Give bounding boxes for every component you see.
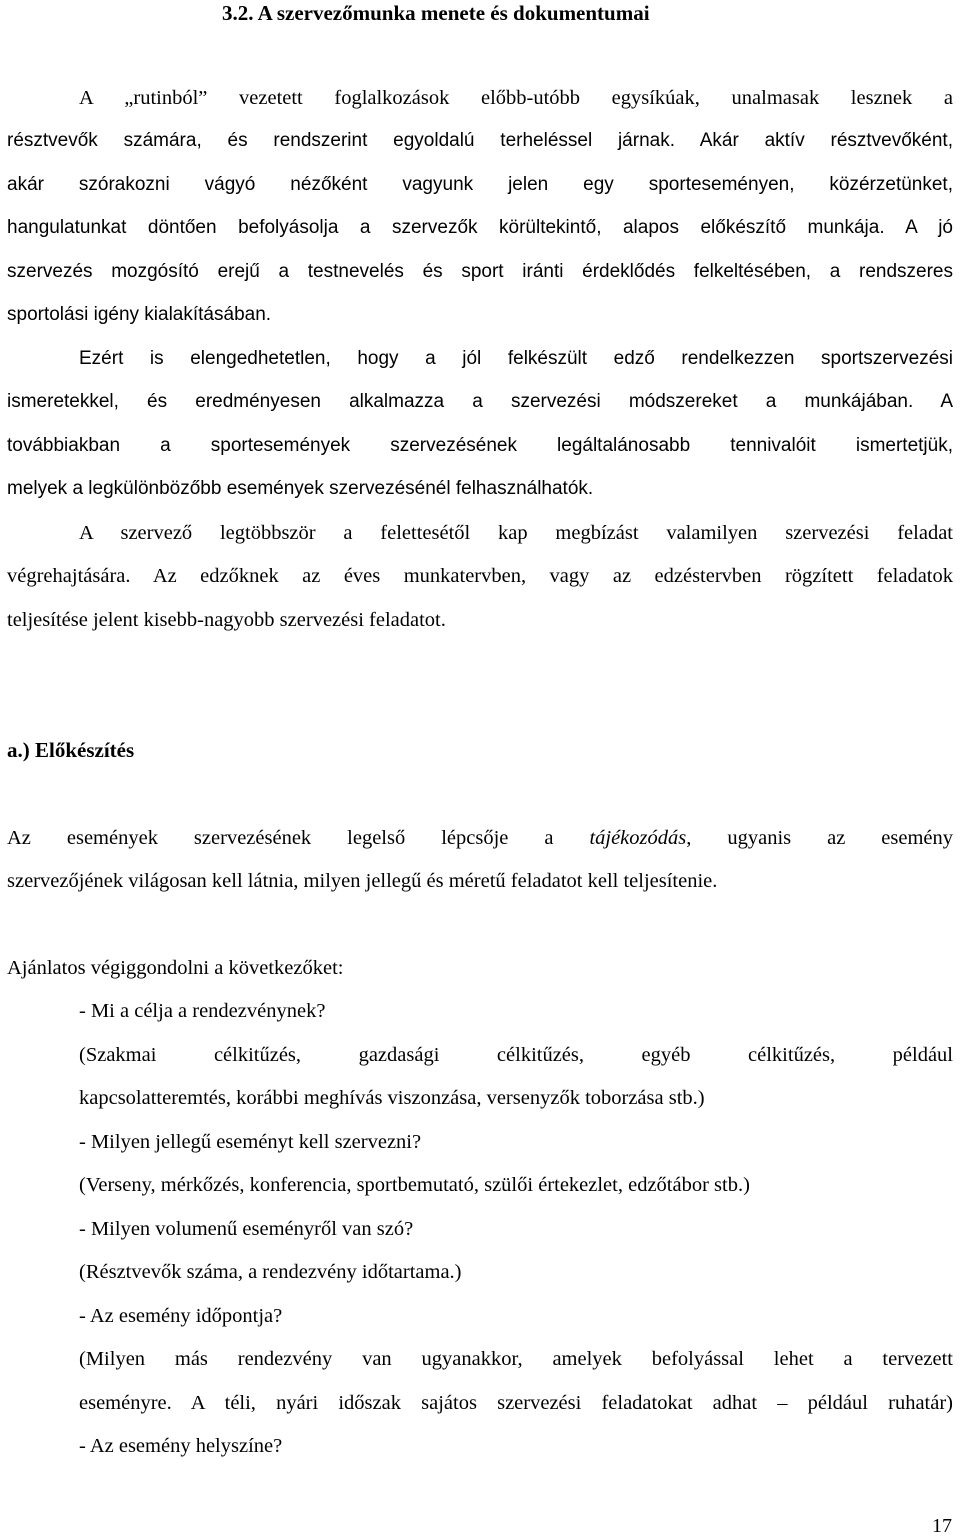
list-item-note: (Szakmai célkitűzés, gazdasági célkitűzés, egyéb célkitűzés, például — [79, 1044, 953, 1066]
page-number: 17 — [932, 1515, 952, 1537]
text-line: ismeretekkel, és eredményesen alkalmazza a szervezési módszereket a munkájában. A — [7, 391, 953, 412]
list-item-note: (Résztvevők száma, a rendezvény időtartama.) — [79, 1261, 462, 1283]
text-line: akár szórakozni vágyó nézőként vagyunk jelen egy sporteseményen, közérzetünket, — [7, 174, 953, 195]
text-line: Ezért is elengedhetetlen, hogy a jól felkészült edző rendelkezzen sportszervezési — [79, 348, 953, 369]
text-line: melyek a legkülönbözőbb események szervezésénél felhasználhatók. — [7, 478, 594, 499]
text-line: szervezőjének világosan kell látnia, milyen jellegű és méretű feladatot kell teljesítenie. — [7, 870, 718, 892]
text-line: hangulatunkat döntően befolyásolja a szervezők körültekintő, alapos előkészítő munkája. A jó — [7, 217, 953, 238]
text-fragment: Az események szervezésének legelső lépcsője a — [7, 827, 590, 849]
text-line: A szervező legtöbbször a felettesétől kap megbízást valamilyen szervezési feladat — [79, 522, 953, 544]
list-intro: Ajánlatos végiggondolni a következőket: — [7, 957, 344, 979]
section-title: 3.2. A szervezőmunka menete és dokumentumai — [222, 1, 650, 25]
list-item-note: kapcsolatteremtés, korábbi meghívás viszonzása, versenyzők toborzása stb.) — [79, 1087, 705, 1109]
emphasis-term: tájékozódás — [589, 827, 687, 849]
list-item-note: eseményre. A téli, nyári időszak sajátos szervezési feladatokat adhat – például ruhatár) — [79, 1392, 953, 1414]
list-item: - Az esemény helyszíne? — [79, 1435, 283, 1457]
list-item: - Milyen jellegű eseményt kell szervezni? — [79, 1131, 422, 1153]
list-item: - Az esemény időpontja? — [79, 1305, 283, 1327]
list-item-note: (Verseny, mérkőzés, konferencia, sportbemutató, szülői értekezlet, edzőtábor stb.) — [79, 1174, 750, 1196]
text-line: résztvevők számára, és rendszerint egyoldalú terheléssel járnak. Akár aktív résztvevőként, — [7, 130, 953, 151]
text-line — [7, 825, 953, 851]
text-fragment: , ugyanis az esemény — [686, 827, 953, 849]
text-line: végrehajtására. Az edzőknek az éves munkatervben, vagy az edzéstervben rögzített feladatok — [7, 565, 953, 587]
text-line: szervezés mozgósító erejű a testnevelés és sport iránti érdeklődés felkeltésében, a rendszeres — [7, 261, 953, 282]
list-item-note: (Milyen más rendezvény van ugyanakkor, amelyek befolyással lehet a tervezett — [79, 1348, 953, 1370]
list-item: - Milyen volumenű eseményről van szó? — [79, 1218, 414, 1240]
text-line: A „rutinból” vezetett foglalkozások előbb-utóbb egysíkúak, unalmasak lesznek a — [79, 87, 953, 109]
list-item: - Mi a célja a rendezvénynek? — [79, 1000, 326, 1022]
text-line: sportolási igény kialakításában. — [7, 304, 272, 325]
text-line: továbbiakban a sportesemények szervezésének legáltalánosabb tennivalóit ismertetjük, — [7, 435, 953, 456]
subsection-heading: a.) Előkészítés — [7, 738, 135, 762]
text-line: teljesítése jelent kisebb-nagyobb szervezési feladatot. — [7, 609, 446, 631]
